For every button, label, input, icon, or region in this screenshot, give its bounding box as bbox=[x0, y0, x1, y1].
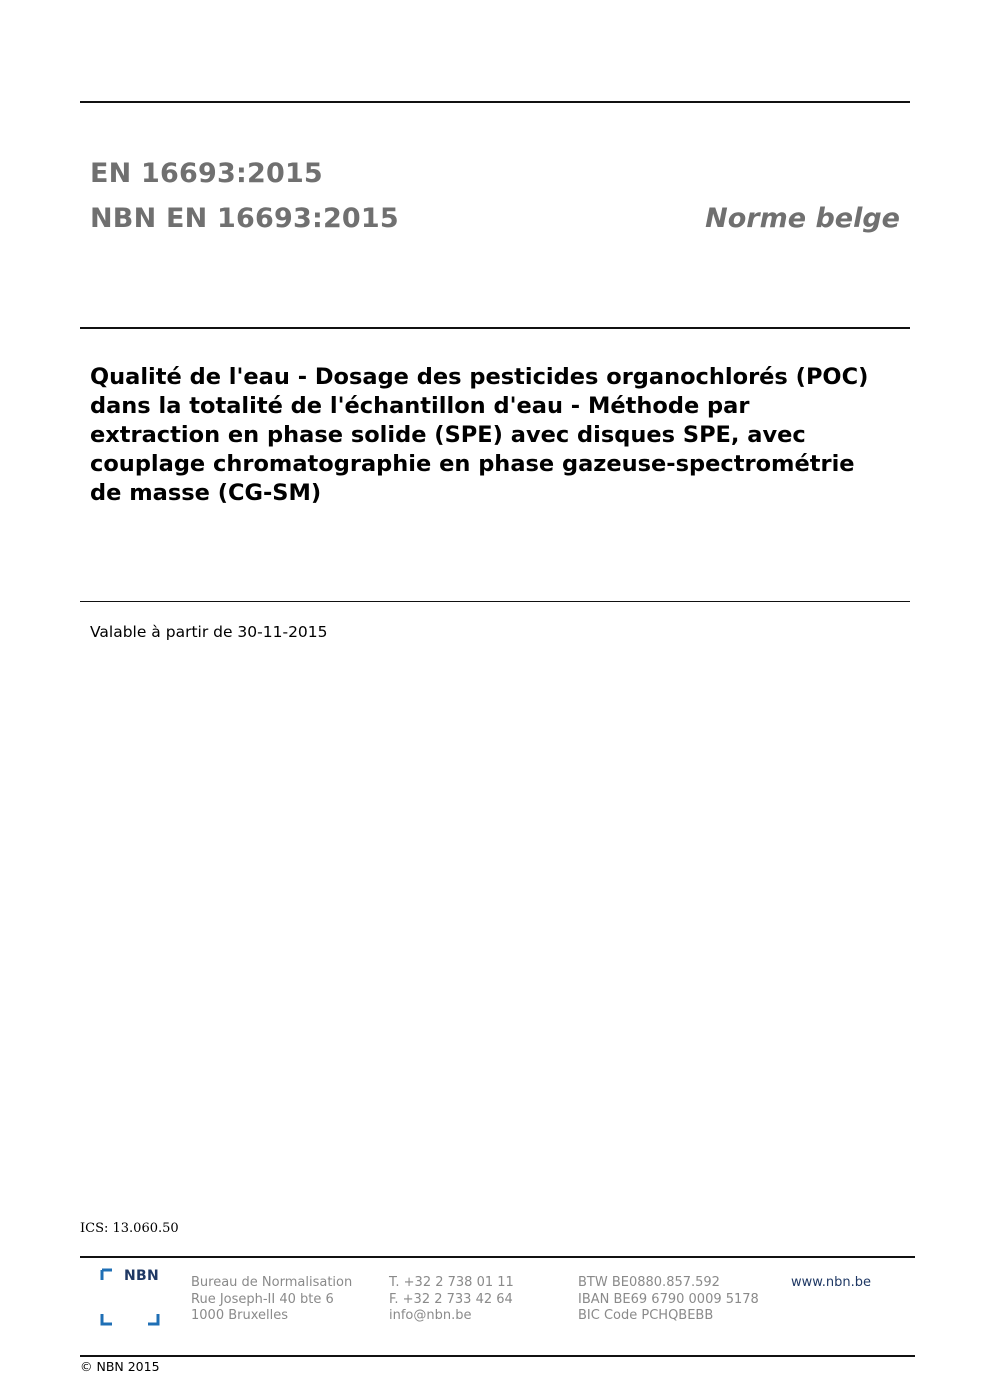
footer-contact bbox=[389, 1275, 514, 1325]
en-standard-code: EN 16693:2015 bbox=[90, 158, 323, 189]
header-bottom-rule bbox=[80, 327, 910, 329]
bank-bic: BIC Code PCHQBEBB bbox=[578, 1308, 714, 1323]
copyright-notice: © NBN 2015 bbox=[80, 1359, 160, 1374]
address-line: 1000 Bruxelles bbox=[191, 1308, 289, 1323]
title-line: Qualité de l'eau - Dosage des pesticides organochlorés (POC) bbox=[90, 364, 869, 390]
bank-iban: IBAN BE69 6790 0009 5178 bbox=[578, 1291, 759, 1307]
standard-type-label: Norme belge bbox=[705, 203, 900, 234]
nbn-standard-code: NBN EN 16693:2015 bbox=[90, 203, 399, 234]
document-title bbox=[90, 363, 920, 508]
footer-address bbox=[191, 1275, 352, 1325]
logo-text: NBN bbox=[124, 1268, 160, 1284]
contact-phone: T. +32 2 738 01 11 bbox=[389, 1275, 514, 1290]
address-line: Rue Joseph-II 40 bte 6 bbox=[191, 1291, 334, 1307]
title-bottom-rule bbox=[80, 601, 910, 602]
address-line: Bureau de Normalisation bbox=[191, 1275, 353, 1290]
nbn-logo bbox=[100, 1268, 162, 1330]
website-link[interactable]: www.nbn.be bbox=[791, 1275, 871, 1290]
footer-bottom-rule bbox=[80, 1355, 915, 1357]
contact-fax: F. +32 2 733 42 64 bbox=[389, 1291, 513, 1307]
contact-email[interactable]: info@nbn.be bbox=[389, 1308, 472, 1323]
bank-vat: BTW BE0880.857.592 bbox=[578, 1275, 720, 1290]
title-line: de masse (CG-SM) bbox=[90, 480, 322, 506]
top-rule bbox=[80, 101, 910, 103]
footer-bank bbox=[578, 1275, 759, 1325]
title-line: extraction en phase solide (SPE) avec disques SPE, avec bbox=[90, 422, 806, 448]
title-line: couplage chromatographie en phase gazeuse-spectrométrie bbox=[90, 451, 855, 477]
ics-code: ICS: 13.060.50 bbox=[80, 1221, 179, 1236]
validity-date: Valable à partir de 30-11-2015 bbox=[90, 623, 328, 641]
footer-top-rule bbox=[80, 1256, 915, 1258]
title-line: dans la totalité de l'échantillon d'eau - Méthode par bbox=[90, 393, 750, 419]
